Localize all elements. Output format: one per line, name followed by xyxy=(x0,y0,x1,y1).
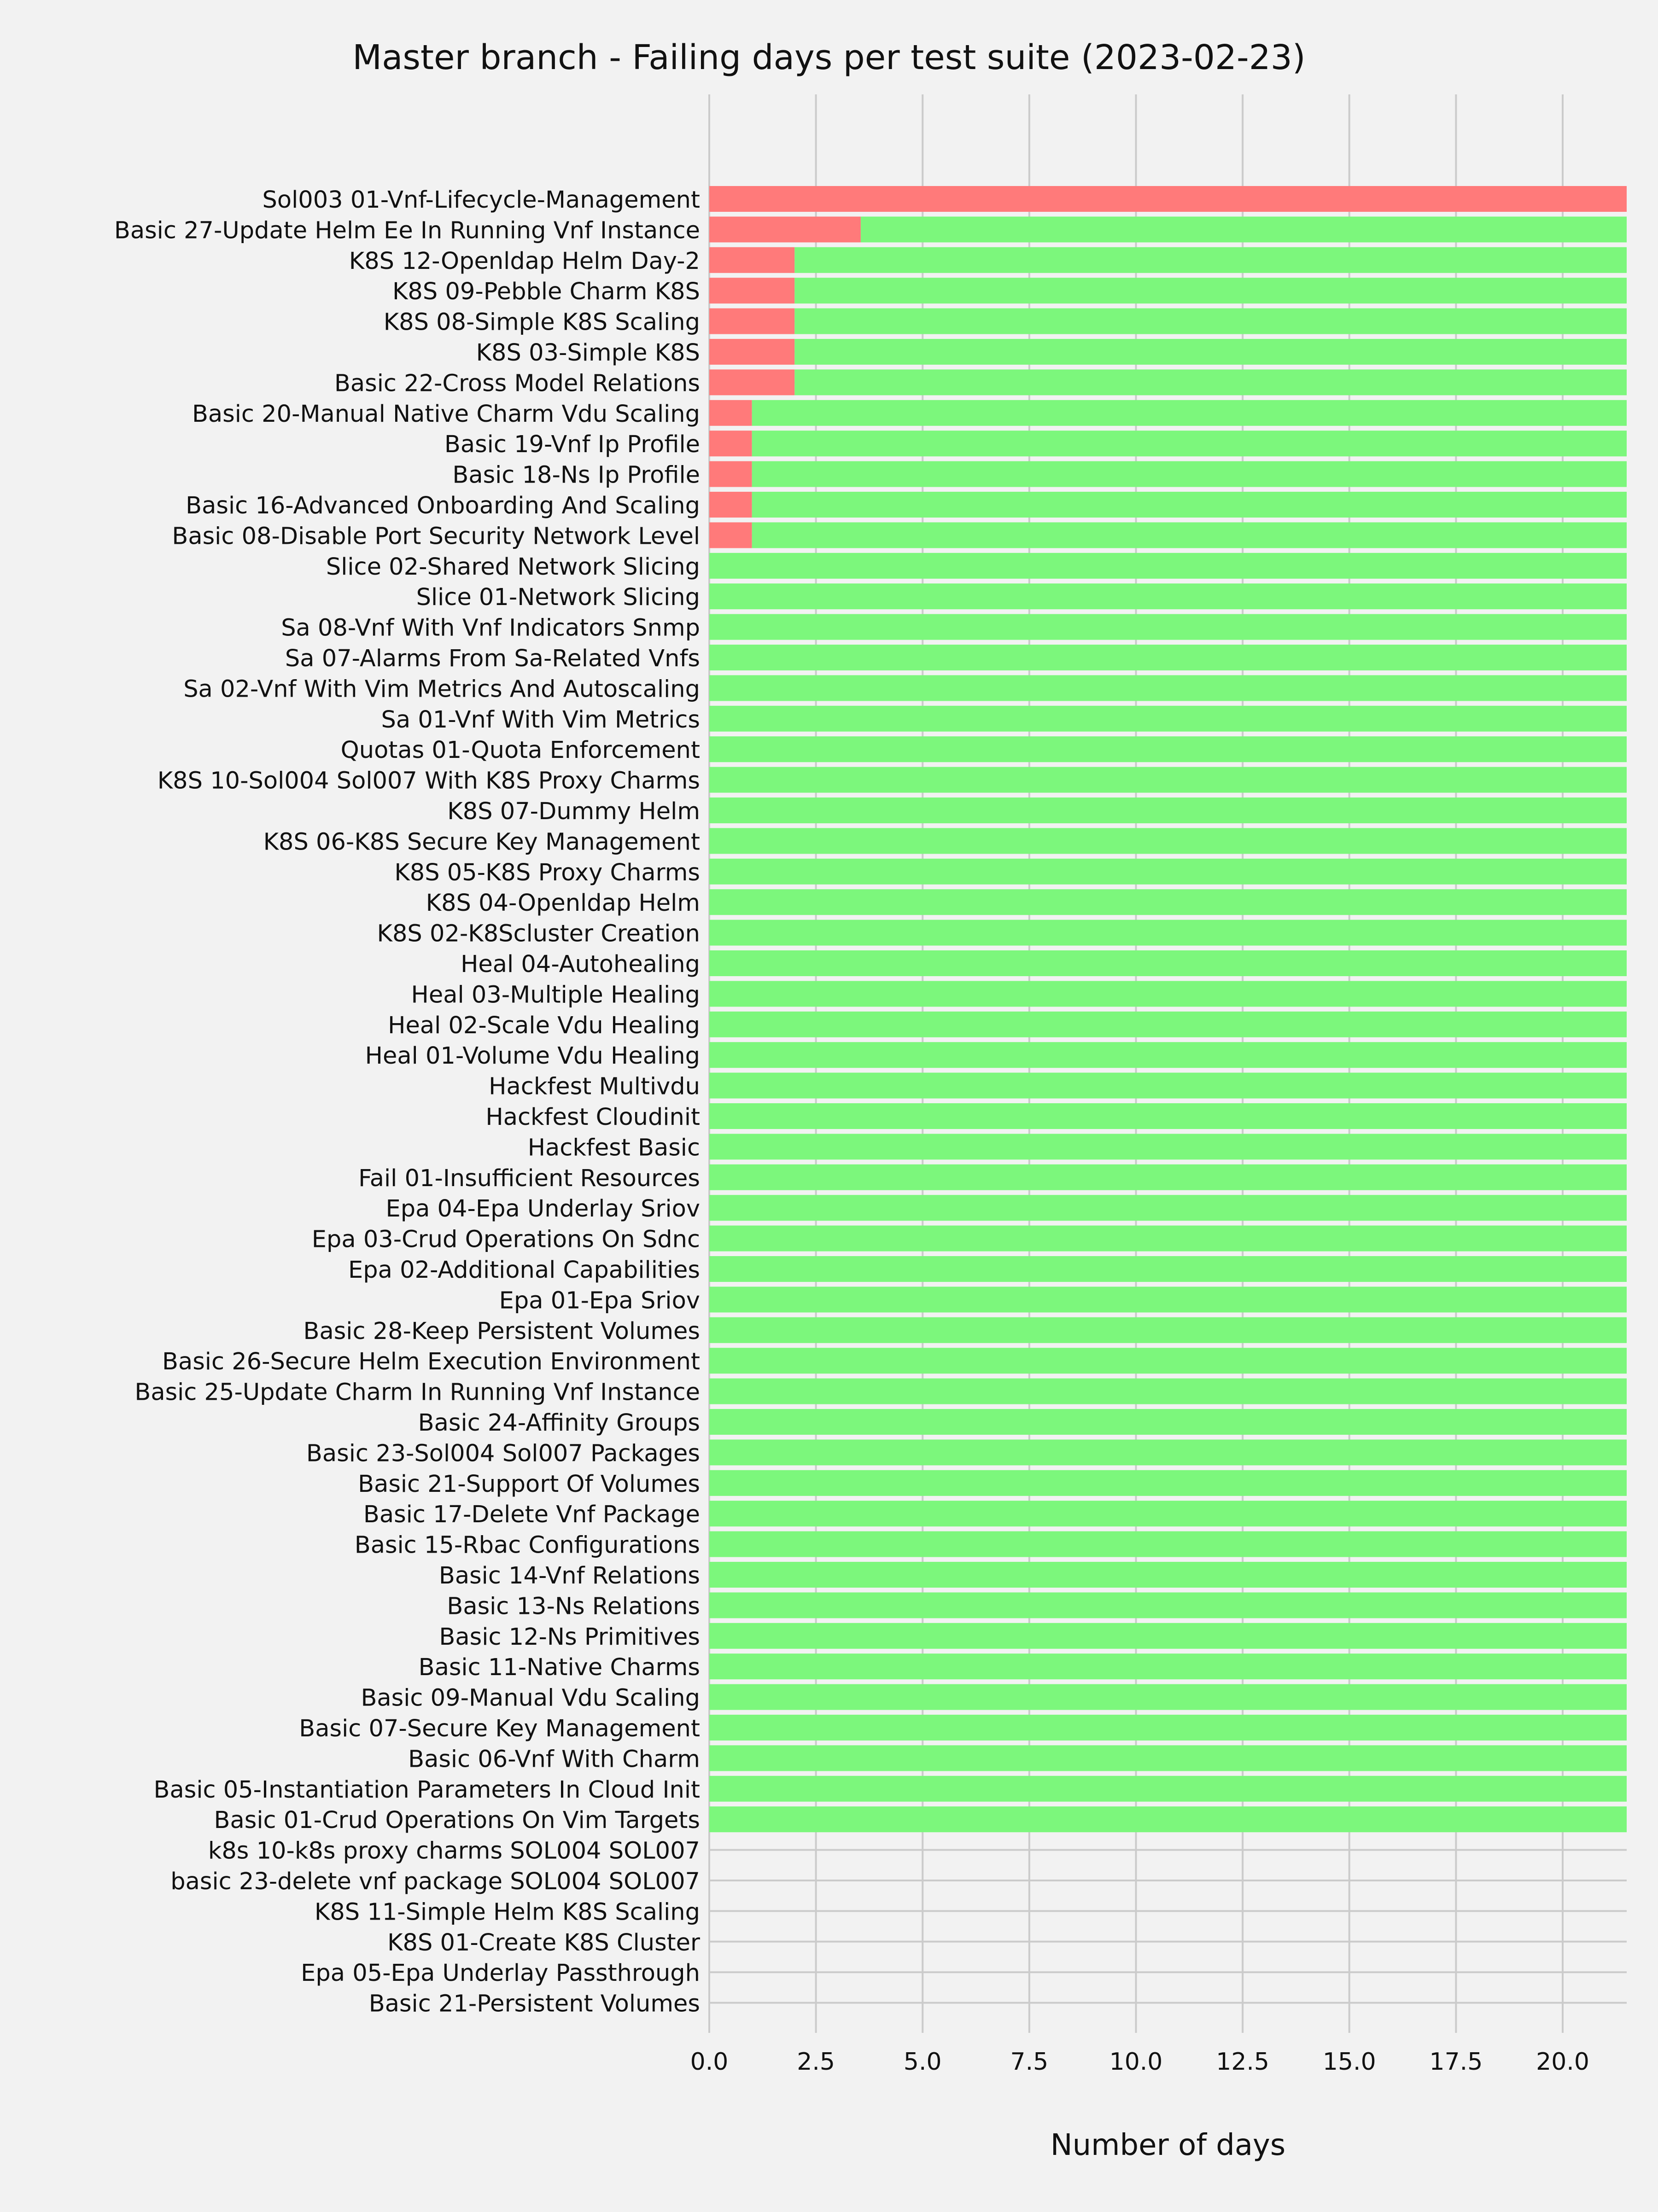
category-label: Sa 02-Vnf With Vim Metrics And Autoscaling xyxy=(183,675,700,703)
bar-passing-days xyxy=(709,1592,1627,1618)
bar-passing-days xyxy=(709,1286,1627,1312)
bar-passing-days xyxy=(709,1562,1627,1588)
bar-passing-days xyxy=(709,1348,1627,1374)
category-label: K8S 06-K8S Secure Key Management xyxy=(263,828,700,856)
bar-failing-days xyxy=(709,522,752,548)
category-label: K8S 12-Openldap Helm Day-2 xyxy=(349,247,700,275)
bar-passing-days xyxy=(709,889,1627,915)
bar-passing-days xyxy=(709,1745,1627,1771)
x-tick-label: 15.0 xyxy=(1322,2048,1376,2076)
bar-failing-days xyxy=(709,216,861,242)
category-label: K8S 08-Simple K8S Scaling xyxy=(383,309,700,336)
bar-passing-days xyxy=(709,1195,1627,1221)
category-label: Heal 02-Scale Vdu Healing xyxy=(388,1012,700,1039)
bar-passing-days xyxy=(709,1623,1627,1649)
bar-passing-days xyxy=(709,1776,1627,1802)
category-label: K8S 02-K8Scluster Creation xyxy=(377,920,700,948)
bar-passing-days xyxy=(709,1715,1627,1740)
category-label: Basic 11-Native Charms xyxy=(418,1654,700,1682)
bar-failing-days xyxy=(709,431,752,456)
category-label: Hackfest Cloudinit xyxy=(485,1104,700,1131)
bar-passing-days xyxy=(752,431,1627,456)
bar-passing-days xyxy=(861,216,1627,242)
bar-failing-days xyxy=(709,278,794,303)
category-label: Sa 07-Alarms From Sa-Related Vnfs xyxy=(285,645,700,672)
category-label: Basic 21-Support Of Volumes xyxy=(358,1470,700,1498)
bar-passing-days xyxy=(752,461,1627,487)
x-tick-label: 0.0 xyxy=(690,2048,729,2076)
bar-passing-days xyxy=(709,1012,1627,1037)
bar-passing-days xyxy=(794,339,1627,365)
category-label: Basic 23-Sol004 Sol007 Packages xyxy=(306,1440,700,1467)
bar-failing-days xyxy=(709,492,752,518)
category-label: K8S 09-Pebble Charm K8S xyxy=(392,278,700,306)
bar-failing-days xyxy=(709,309,794,334)
bar-passing-days xyxy=(709,1684,1627,1710)
category-label: Basic 27-Update Helm Ee In Running Vnf Instance xyxy=(114,217,700,244)
category-label: Slice 02-Shared Network Slicing xyxy=(326,553,700,581)
category-label: Basic 08-Disable Port Security Network Level xyxy=(172,523,700,550)
category-label: K8S 01-Create K8S Cluster xyxy=(387,1929,700,1956)
category-label: Basic 07-Secure Key Management xyxy=(299,1715,700,1742)
bar-passing-days xyxy=(709,1317,1627,1343)
bar-failing-days xyxy=(709,339,794,365)
category-label: Quotas 01-Quota Enforcement xyxy=(340,737,700,764)
category-label: Basic 12-Ns Primitives xyxy=(439,1623,700,1651)
category-label: Basic 06-Vnf With Charm xyxy=(408,1746,700,1773)
bar-passing-days xyxy=(709,1134,1627,1159)
category-label: Basic 17-Delete Vnf Package xyxy=(363,1501,700,1529)
bar-passing-days xyxy=(709,1439,1627,1465)
category-label: Heal 03-Multiple Healing xyxy=(411,981,700,1009)
x-tick-label: 5.0 xyxy=(903,2048,942,2076)
category-label: basic 23-delete vnf package SOL004 SOL007 xyxy=(170,1868,700,1895)
bar-passing-days xyxy=(752,492,1627,518)
bar-failing-days xyxy=(709,400,752,426)
chart-title: Master branch - Failing days per test suite (2023-02-23) xyxy=(352,38,1306,77)
category-label: Slice 01-Network Slicing xyxy=(416,584,700,611)
bar-passing-days xyxy=(709,1409,1627,1435)
category-label: Basic 22-Cross Model Relations xyxy=(334,370,700,397)
x-tick-label: 17.5 xyxy=(1429,2048,1483,2076)
x-axis-label: Number of days xyxy=(1050,2128,1286,2162)
bar-passing-days xyxy=(709,950,1627,976)
bar-passing-days xyxy=(794,278,1627,303)
category-label: Epa 02-Additional Capabilities xyxy=(348,1257,700,1284)
bar-passing-days xyxy=(709,1806,1627,1832)
bar-passing-days xyxy=(709,1531,1627,1557)
bar-passing-days xyxy=(709,553,1627,579)
category-label: Epa 04-Epa Underlay Sriov xyxy=(385,1195,700,1223)
bar-passing-days xyxy=(709,797,1627,823)
bar-failing-days xyxy=(709,186,1627,212)
category-label: K8S 04-Openldap Helm xyxy=(426,890,700,917)
category-label: K8S 07-Dummy Helm xyxy=(447,798,700,825)
bar-passing-days xyxy=(752,522,1627,548)
category-label: Basic 19-Vnf Ip Profile xyxy=(444,431,700,459)
bar-passing-days xyxy=(709,1164,1627,1190)
x-tick-label: 2.5 xyxy=(797,2048,835,2076)
bar-passing-days xyxy=(794,247,1627,273)
bar-passing-days xyxy=(794,309,1627,334)
category-label: Basic 26-Secure Helm Execution Environment xyxy=(162,1348,700,1376)
category-label: Basic 24-Affinity Groups xyxy=(418,1409,700,1437)
category-label: K8S 11-Simple Helm K8S Scaling xyxy=(314,1898,700,1926)
bar-failing-days xyxy=(709,247,794,273)
category-label: Basic 16-Advanced Onboarding And Scaling xyxy=(186,492,700,519)
category-label: Fail 01-Insufficient Resources xyxy=(358,1164,700,1192)
bar-passing-days xyxy=(709,1226,1627,1252)
category-label: Basic 21-Persistent Volumes xyxy=(368,1990,700,2018)
category-label: k8s 10-k8s proxy charms SOL004 SOL007 xyxy=(208,1837,700,1865)
bar-passing-days xyxy=(709,1042,1627,1068)
category-label: Basic 28-Keep Persistent Volumes xyxy=(303,1317,700,1345)
x-tick-label-layer xyxy=(690,2048,1589,2076)
category-label: Heal 01-Volume Vdu Healing xyxy=(365,1042,700,1070)
x-tick-label: 12.5 xyxy=(1216,2048,1270,2076)
category-label: Basic 15-Rbac Configurations xyxy=(354,1531,700,1559)
category-label: Basic 13-Ns Relations xyxy=(447,1593,700,1620)
bar-passing-days xyxy=(709,614,1627,640)
category-label: Epa 01-Epa Sriov xyxy=(499,1287,700,1315)
bar-passing-days xyxy=(709,859,1627,885)
category-label: K8S 05-K8S Proxy Charms xyxy=(394,859,700,886)
category-label: Hackfest Basic xyxy=(527,1134,700,1162)
category-label: Basic 18-Ns Ip Profile xyxy=(452,461,700,489)
category-label: K8S 10-Sol004 Sol007 With K8S Proxy Charms xyxy=(157,767,700,795)
bar-passing-days xyxy=(709,706,1627,732)
category-label: Basic 05-Instantiation Parameters In Cloud Init xyxy=(153,1776,700,1804)
bar-failing-days xyxy=(709,369,794,395)
bar-passing-days xyxy=(709,583,1627,609)
category-label: Epa 03-Crud Operations On Sdnc xyxy=(311,1226,700,1253)
bar-passing-days xyxy=(709,981,1627,1007)
category-label: Hackfest Multivdu xyxy=(489,1073,700,1100)
category-label: Sa 01-Vnf With Vim Metrics xyxy=(381,706,700,733)
bar-passing-days xyxy=(709,1073,1627,1099)
bar-passing-days xyxy=(709,1470,1627,1496)
bar-passing-days xyxy=(709,920,1627,946)
bar-passing-days xyxy=(709,1103,1627,1129)
bar-passing-days xyxy=(709,675,1627,701)
category-label: Heal 04-Autohealing xyxy=(461,951,700,978)
bar-passing-days xyxy=(709,1653,1627,1679)
category-label: Basic 20-Manual Native Charm Vdu Scaling xyxy=(192,400,700,428)
category-label: Basic 25-Update Charm In Running Vnf Instance xyxy=(134,1379,700,1406)
category-label: Basic 09-Manual Vdu Scaling xyxy=(361,1684,700,1712)
bar-passing-days xyxy=(709,1379,1627,1404)
x-tick-label: 7.5 xyxy=(1010,2048,1049,2076)
bar-passing-days xyxy=(709,1256,1627,1282)
bar-passing-days xyxy=(709,767,1627,793)
category-label: Sol003 01-Vnf-Lifecycle-Management xyxy=(262,186,700,214)
category-label: Epa 05-Epa Underlay Passthrough xyxy=(301,1960,700,1987)
category-label: Sa 08-Vnf With Vnf Indicators Snmp xyxy=(281,614,700,642)
bar-passing-days xyxy=(709,645,1627,670)
bar-failing-days xyxy=(709,461,752,487)
bar-passing-days xyxy=(709,828,1627,854)
bar-passing-days xyxy=(709,736,1627,762)
x-tick-label: 20.0 xyxy=(1536,2048,1589,2076)
bar-passing-days xyxy=(752,400,1627,426)
bar-passing-days xyxy=(794,369,1627,395)
category-label: Basic 01-Crud Operations On Vim Targets xyxy=(214,1807,700,1834)
category-label: Basic 14-Vnf Relations xyxy=(438,1562,700,1589)
bar-passing-days xyxy=(709,1501,1627,1526)
x-tick-label: 10.0 xyxy=(1109,2048,1163,2076)
category-label: K8S 03-Simple K8S xyxy=(476,339,700,367)
